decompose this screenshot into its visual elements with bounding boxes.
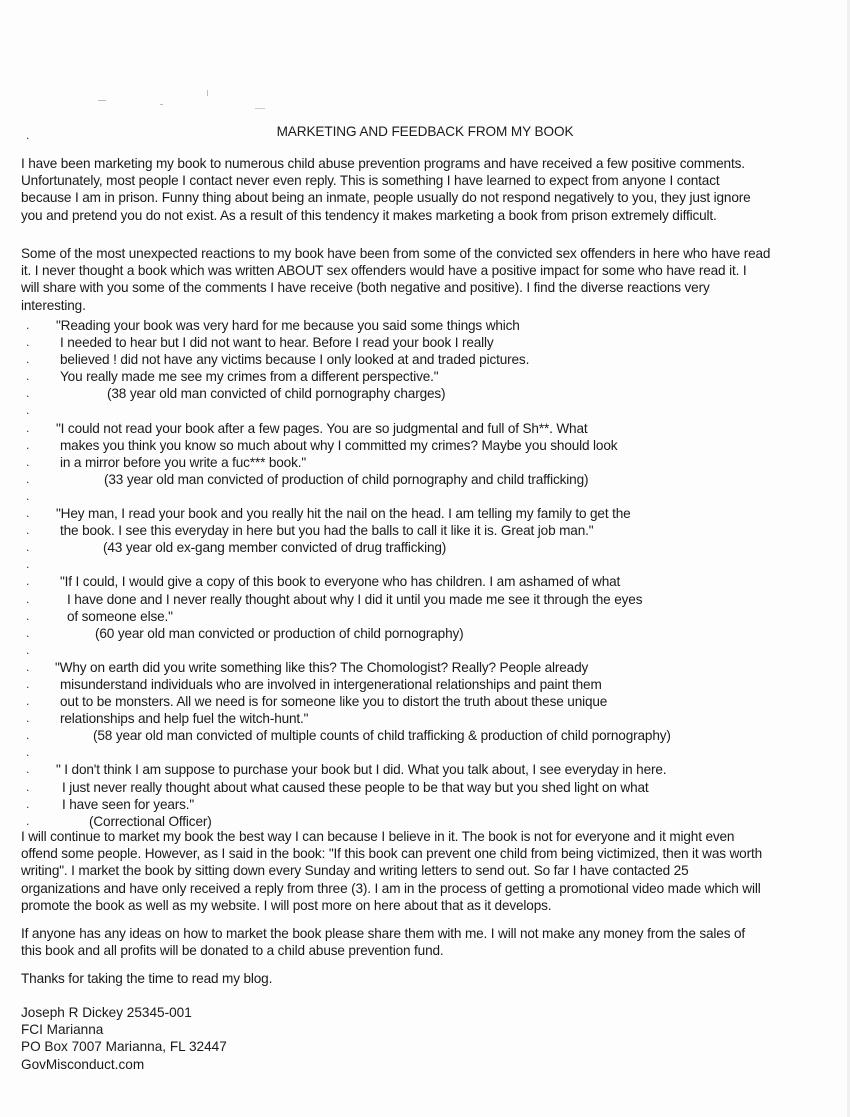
quote-text: I have done and I never really thought about why I did it until you made me see it through the eyes bbox=[67, 591, 643, 607]
quote-line bbox=[0, 796, 850, 813]
quote-text: I have seen for years." bbox=[62, 796, 195, 812]
margin-dot: . bbox=[26, 557, 30, 572]
quote-line bbox=[0, 779, 850, 796]
margin-dot: . bbox=[26, 762, 30, 777]
reactions-paragraph: Some of the most unexpected reactions to my book have been from some of the convicted sex offenders in here who have read it. I never thought a book which was written ABOUT sex offenders would have a positive impact for some who have read it. I will share with you some of the comments I have receive (both negative and positive). I find the diverse reactions very interesting. bbox=[21, 246, 771, 313]
margin-dot: . bbox=[26, 625, 30, 640]
quote-text: misunderstand individuals who are involved in intergenerational relationships and paint them bbox=[60, 676, 602, 692]
quote-text: the book. I see this everyday in here but you had the balls to call it like it is. Great job man." bbox=[60, 523, 594, 539]
continue-paragraph: I will continue to market my book the best way I can because I believe in it. The book is not for everyone and it might even offend some people. However, as I said in the book: "If this book can prevent one child from being victimized, then it was worth writing". I market the book by sitting down every Sunday and writing letters to send out. So far I have contacted 25 organizations and have only received a reply from three (3). I am in the process of getting a promotional video made which will promote the book as well as my website. I will post more on here about that as it develops. bbox=[21, 829, 762, 913]
quote-spacer bbox=[0, 488, 850, 505]
margin-dot: . bbox=[26, 608, 30, 623]
margin-dot: . bbox=[26, 711, 30, 726]
margin-dot: . bbox=[26, 796, 30, 811]
quote-block bbox=[0, 505, 850, 573]
signature-website[interactable]: GovMisconduct.com bbox=[21, 1056, 145, 1072]
quote-line bbox=[0, 761, 850, 778]
page-title: MARKETING AND FEEDBACK FROM MY BOOK bbox=[276, 124, 574, 139]
quote-attribution: (43 year old ex-gang member convicted of drug trafficking) bbox=[103, 540, 447, 556]
quote-line bbox=[0, 334, 850, 351]
scan-artifact bbox=[255, 108, 265, 109]
quote-line bbox=[0, 522, 850, 539]
quote-spacer bbox=[0, 402, 850, 419]
margin-dot: . bbox=[26, 659, 30, 674]
quote-text: relationships and help fuel the witch-hunt." bbox=[60, 711, 309, 727]
quote-block bbox=[0, 317, 850, 420]
quote-line bbox=[0, 437, 850, 454]
quote-text: You really made me see my crimes from a different perspective." bbox=[60, 369, 439, 385]
margin-dot: . bbox=[26, 540, 30, 555]
signature-block bbox=[21, 1004, 227, 1073]
margin-dot: . bbox=[26, 523, 30, 538]
margin-dot: . bbox=[26, 128, 30, 142]
quote-attribution: (58 year old man convicted of multiple counts of child trafficking & production of child pornography) bbox=[93, 728, 671, 744]
quote-line bbox=[0, 591, 850, 608]
margin-dot: . bbox=[26, 779, 30, 794]
quote-line bbox=[0, 505, 850, 522]
intro-paragraph: I have been marketing my book to numerous child abuse prevention programs and have received a few positive comments. Unfortunately, most people I contact never even reply. This is something I have learned to expect from anyone I contact because I am in prison. Funny thing about being an inmate, people usually do not respond negatively to you, they just ignore you and pretend you do not exist. As a result of this tendency it makes marketing a book from prison extremely difficult. bbox=[21, 156, 751, 223]
margin-dot: . bbox=[26, 574, 30, 589]
quote-attribution: (60 year old man convicted or production of child pornography) bbox=[95, 625, 464, 641]
quote-line bbox=[0, 573, 850, 590]
quote-text: "I could not read your book after a few pages. You are so judgmental and full of Sh**. What bbox=[56, 420, 588, 436]
quote-text: I needed to hear but I did not want to hear. Before I read your book I really bbox=[60, 335, 494, 351]
quote-block bbox=[0, 659, 850, 762]
margin-dot: . bbox=[26, 676, 30, 691]
quotes-list bbox=[0, 317, 850, 830]
quote-attribution-line bbox=[0, 471, 850, 488]
quote-attribution: (33 year old man convicted of production of child pornography and child trafficking) bbox=[104, 471, 589, 487]
thanks-paragraph: Thanks for taking the time to read my blog. bbox=[21, 971, 273, 986]
quote-line bbox=[0, 608, 850, 625]
quote-line bbox=[0, 659, 850, 676]
quote-spacer bbox=[0, 556, 850, 573]
margin-dot: . bbox=[26, 488, 30, 503]
quote-spacer bbox=[0, 642, 850, 659]
quote-attribution: (38 year old man convicted of child pornography charges) bbox=[107, 386, 446, 402]
margin-dot: . bbox=[26, 403, 30, 418]
quote-line bbox=[0, 368, 850, 385]
quote-attribution-line bbox=[0, 625, 850, 642]
margin-dot: . bbox=[26, 352, 30, 367]
quote-line bbox=[0, 710, 850, 727]
quote-text: in a mirror before you write a fuc*** book." bbox=[60, 454, 307, 470]
margin-dot: . bbox=[26, 386, 30, 401]
quote-line bbox=[0, 454, 850, 471]
quote-attribution-line bbox=[0, 727, 850, 744]
quote-text: out to be monsters. All we need is for someone like you to distort the truth about these unique bbox=[60, 694, 608, 710]
quote-line bbox=[0, 317, 850, 334]
quote-attribution: (Correctional Officer) bbox=[89, 813, 212, 829]
margin-dot: . bbox=[26, 335, 30, 350]
quote-text: believed ! did not have any victims because I only looked at and traded pictures. bbox=[60, 352, 530, 368]
quote-text: of someone else." bbox=[67, 608, 173, 624]
margin-dot: . bbox=[26, 471, 30, 486]
margin-dot: . bbox=[26, 745, 30, 760]
margin-dot: . bbox=[26, 813, 30, 828]
ideas-paragraph: If anyone has any ideas on how to market the book please share them with me. I will not make any money from the sales of this book and all profits will be donated to a child abuse prevention fund. bbox=[21, 926, 746, 959]
margin-dot: . bbox=[26, 454, 30, 469]
scan-artifact bbox=[98, 100, 106, 101]
quote-attribution-line bbox=[0, 385, 850, 402]
margin-dot: . bbox=[26, 369, 30, 384]
quote-line bbox=[0, 351, 850, 368]
margin-dot: . bbox=[26, 642, 30, 657]
scan-artifact bbox=[207, 90, 208, 96]
quote-block bbox=[0, 573, 850, 658]
margin-dot: . bbox=[26, 728, 30, 743]
quote-line bbox=[0, 420, 850, 437]
quote-spacer bbox=[0, 744, 850, 761]
quote-text: "Reading your book was very hard for me because you said some things which bbox=[56, 318, 520, 333]
margin-dot: . bbox=[26, 437, 30, 452]
quote-block bbox=[0, 761, 850, 829]
quote-block bbox=[0, 420, 850, 505]
quote-text: "Why on earth did you write something like this? The Chomologist? Really? People already bbox=[55, 659, 589, 675]
signature-address: PO Box 7007 Marianna, FL 32447 bbox=[21, 1039, 227, 1055]
signature-facility: FCI Marianna bbox=[21, 1022, 104, 1038]
quote-line bbox=[0, 676, 850, 693]
quote-text: makes you think you know so much about why I committed my crimes? Maybe you should look bbox=[60, 437, 618, 453]
quote-line bbox=[0, 693, 850, 710]
signature-name: Joseph R Dickey 25345-001 bbox=[21, 1005, 192, 1020]
margin-dot: . bbox=[26, 318, 30, 332]
margin-dot: . bbox=[26, 420, 30, 435]
quote-text: "Hey man, I read your book and you really hit the nail on the head. I am telling my family to get the bbox=[56, 506, 631, 522]
quote-attribution-line bbox=[0, 539, 850, 556]
margin-dot: . bbox=[26, 591, 30, 606]
quote-text: "If I could, I would give a copy of this book to everyone who has children. I am ashamed of what bbox=[60, 574, 621, 590]
margin-dot: . bbox=[26, 694, 30, 709]
margin-dot: . bbox=[26, 506, 30, 521]
quote-text: I just never really thought about what caused these people to be that way but you shed light on what bbox=[62, 779, 649, 795]
scan-artifact bbox=[160, 104, 163, 105]
quote-text: " I don't think I am suppose to purchase your book but I did. What you talk about, I see everyday in here. bbox=[56, 762, 667, 778]
